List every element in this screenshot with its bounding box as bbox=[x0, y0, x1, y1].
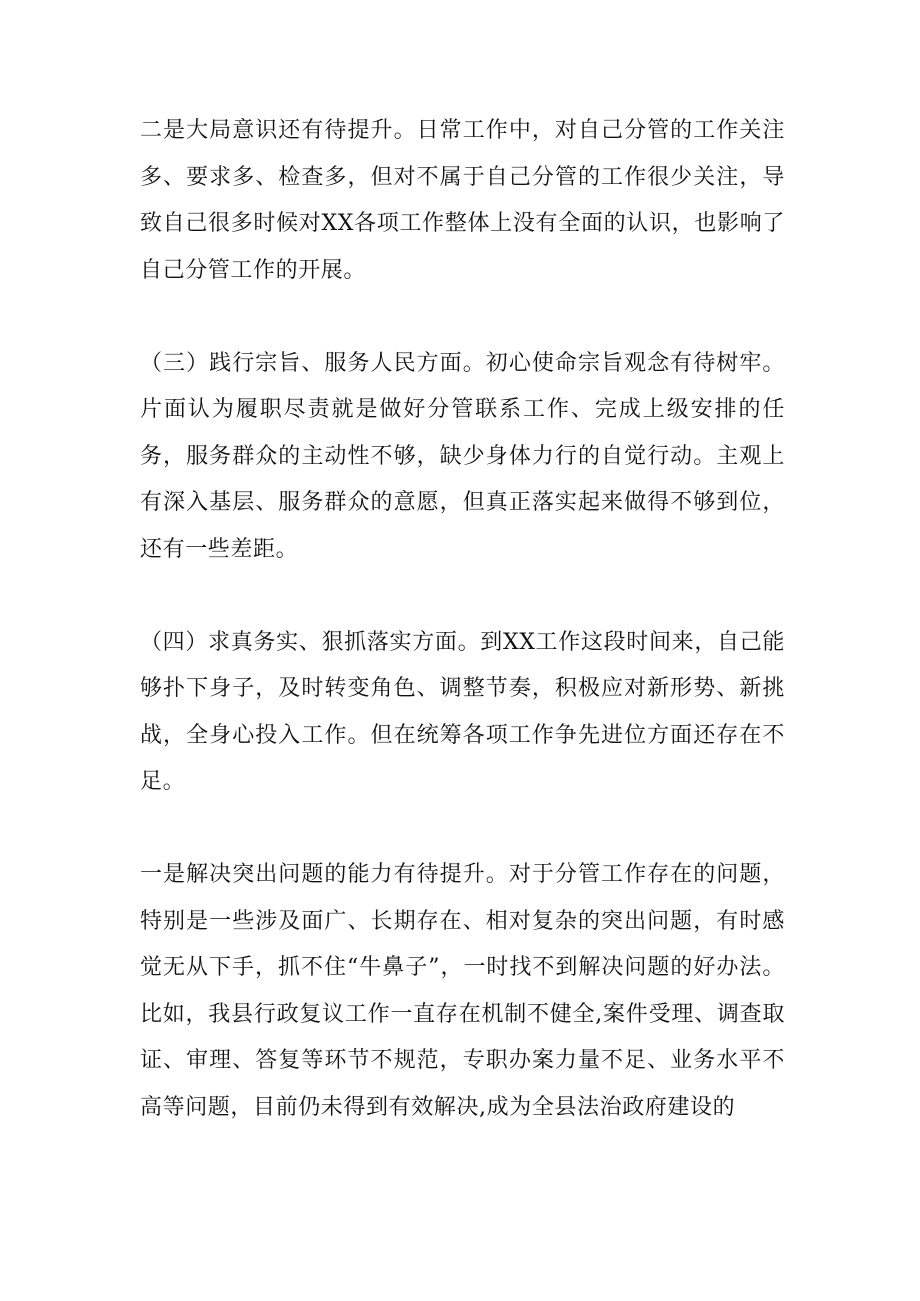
paragraph-awareness: 二是大局意识还有待提升。日常工作中，对自己分管的工作关注多、要求多、检查多，但对不属于自己分管的工作很少关注，导致自己很多时候对XX各项工作整体上没有全面的认识，也影响了自己分管工作的开展。 bbox=[140, 118, 785, 283]
paragraph-gap bbox=[140, 806, 785, 853]
document-page bbox=[140, 108, 785, 1131]
paragraph-practical: （四）求真务实、狠抓落实方面。到XX工作这段时间来，自己能够扑下身子，及时转变角色、调整节奏，积极应对新形势、新挑战，全身心投入工作。但在统筹各项工作争先进位方面还存在不足。 bbox=[140, 629, 785, 794]
paragraph-gap bbox=[140, 294, 785, 341]
paragraph-gap bbox=[140, 573, 785, 620]
paragraph-problem-solving: 一是解决突出问题的能力有待提升。对于分管工作存在的问题，特别是一些涉及面广、长期存在、相对复杂的突出问题，有时感觉无从下手，抓不住“牛鼻子”，一时找不到解决问题的好办法。比如，我县行政复议工作一直存在机制不健全,案件受理、调查取证、审理、答复等环节不规范，专职办案力量不足、业务水平不高等问题，目前仍未得到有效解决,成为全县法治政府建设的 bbox=[140, 862, 785, 1120]
paragraph-serve-people: （三）践行宗旨、服务人民方面。初心使命宗旨观念有待树牢。片面认为履职尽责就是做好分管联系工作、完成上级安排的任务，服务群众的主动性不够，缺少身体力行的自觉行动。主观上有深入基层、服务群众的意愿，但真正落实起来做得不够到位，还有一些差距。 bbox=[140, 350, 785, 562]
